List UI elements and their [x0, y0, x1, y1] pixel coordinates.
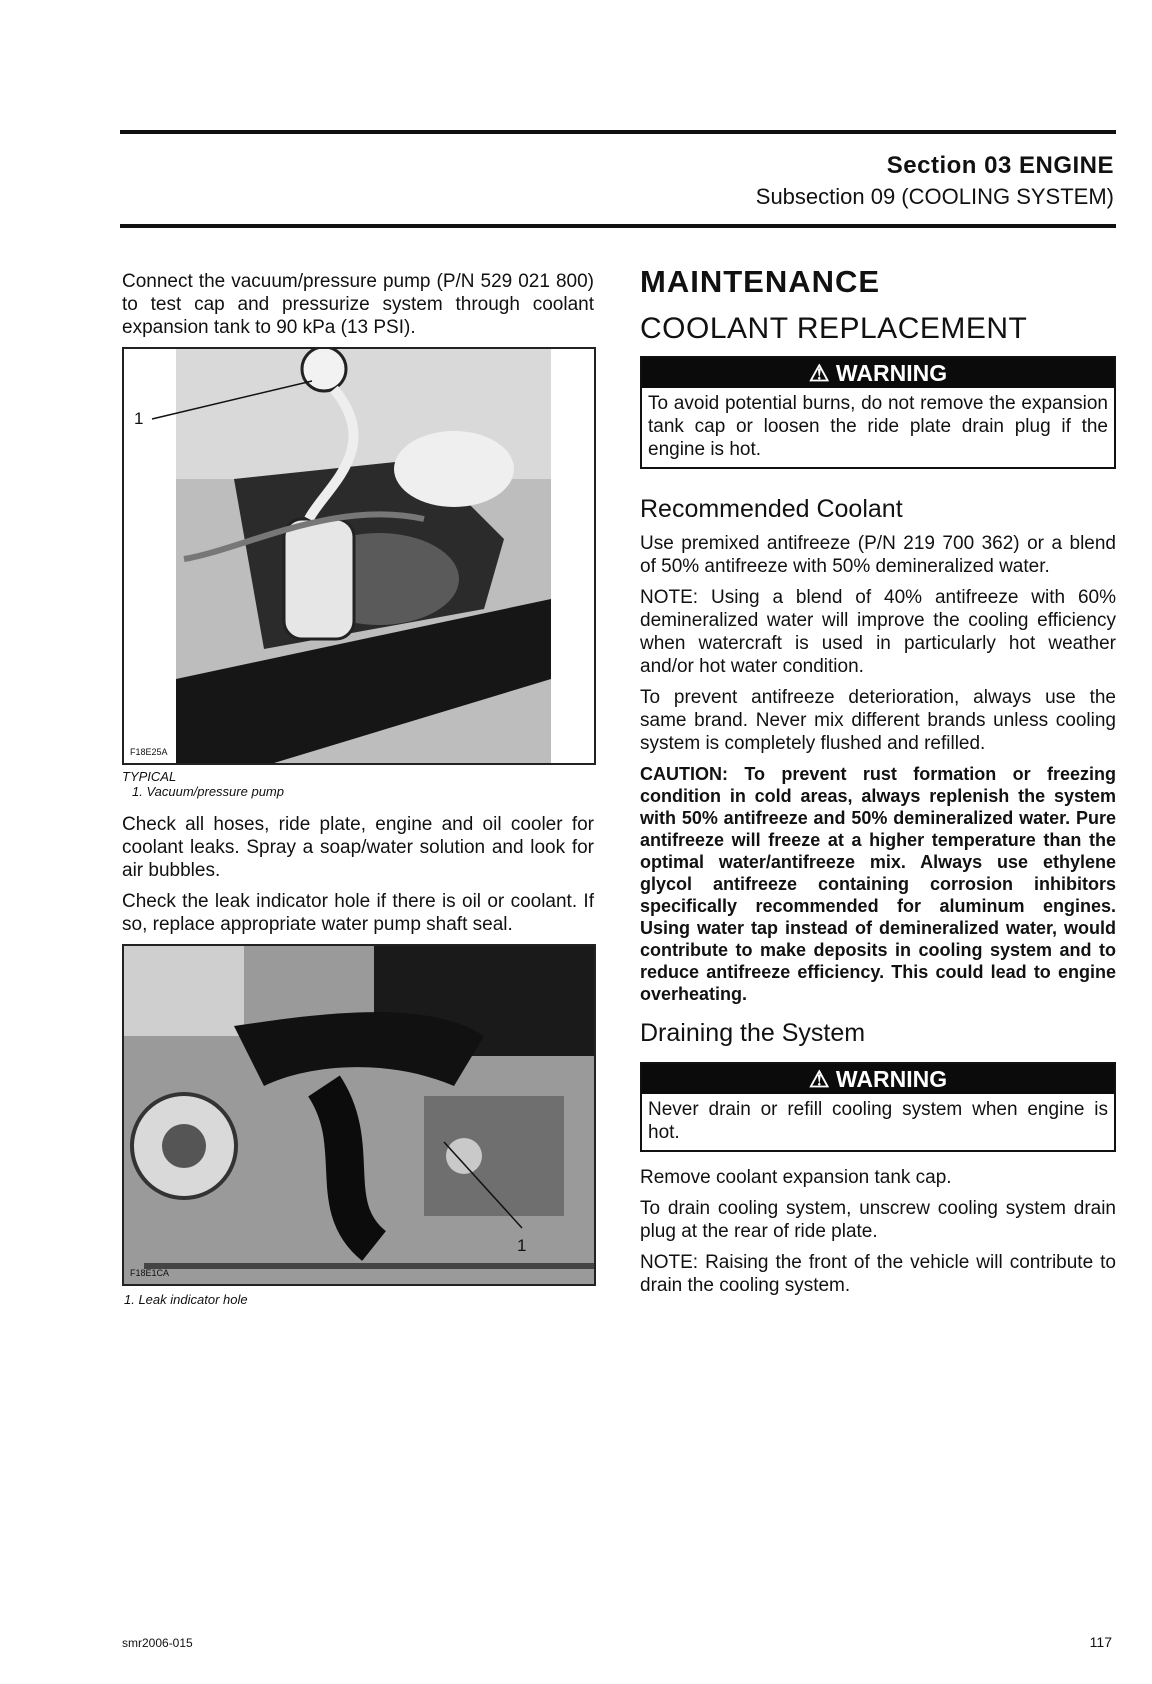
left-column	[122, 270, 594, 1307]
caution-text: To prevent rust formation or freezing condition in cold areas, always replenish the system with 50% antifreeze and 50% demineralized water. Pure antifreeze will freeze at a higher temperature than the optimal water/antifreeze mix. Always use ethylene glycol antifreeze containing corrosion inhibitors specifically recommended for aluminum engines. Using water tap instead of demineralized water, would contribute to make deposits in cooling system and to reduce antifreeze efficiency. This could lead to engine overheating.	[640, 764, 1116, 1004]
warning-header	[642, 358, 1114, 388]
note-paragraph	[640, 1251, 1116, 1297]
coolant-replacement-heading: COOLANT REPLACEMENT	[640, 312, 1028, 345]
figure-caption-item: 1. Leak indicator hole	[124, 1292, 248, 1307]
drain-step-paragraph: Remove coolant expansion tank cap.	[640, 1167, 952, 1188]
maintenance-heading: MAINTENANCE	[640, 264, 881, 299]
subsection-title: Subsection 09 (COOLING SYSTEM)	[755, 184, 1114, 209]
section-title: Section 03 ENGINE	[886, 152, 1114, 179]
figure-vacuum-pump	[122, 347, 596, 765]
recommended-paragraph: Use premixed antifreeze (P/N 219 700 362) or a blend of 50% antifreeze with 50% demineralized water.	[640, 533, 1116, 577]
caution-paragraph	[640, 763, 1116, 1005]
recommended-coolant-heading: Recommended Coolant	[640, 495, 903, 523]
figure-code: F18E1CA	[130, 1268, 170, 1278]
warning-header	[642, 1064, 1114, 1094]
intro-paragraph: Connect the vacuum/pressure pump (P/N 529 021 800) to test cap and pressurize system through coolant expansion tank to 90 kPa (13 PSI).	[122, 271, 594, 338]
vacuum-pump-photo	[124, 349, 594, 763]
warning-text: To avoid potential burns, do not remove the expansion tank cap or loosen the ride plate drain plug if the engine is hot.	[648, 393, 1108, 460]
antifreeze-paragraph: To prevent antifreeze deterioration, always use the same brand. Never mix different brands unless cooling system is completely flushed and refilled.	[640, 687, 1116, 754]
header-rule-bottom	[120, 224, 1116, 228]
drain-step-paragraph: To drain cooling system, unscrew cooling system drain plug at the rear of ride plate.	[640, 1198, 1116, 1242]
document-code: smr2006-015	[122, 1636, 193, 1650]
note-text: Using a blend of 40% antifreeze with 60% demineralized water will improve the cooling efficiency when watercraft is used in particularly hot weather and/or hot water condition.	[640, 587, 1117, 677]
figure-leak-indicator	[122, 944, 596, 1286]
warning-box	[640, 1062, 1116, 1152]
engine-photo	[124, 946, 594, 1284]
note-label: NOTE:	[640, 587, 699, 608]
note-text: Raising the front of the vehicle will contribute to drain the cooling system.	[640, 1252, 1116, 1296]
note-paragraph	[640, 586, 1116, 678]
right-column	[640, 264, 1116, 1305]
warning-text: Never drain or refill cooling system when engine is hot.	[648, 1099, 1108, 1143]
leak-indicator-paragraph: Check the leak indicator hole if there is oil or coolant. If so, replace appropriate water pump shaft seal.	[122, 891, 594, 935]
warning-triangle-icon: ⚠	[808, 360, 830, 386]
figure-caption-item: 1. Vacuum/pressure pump	[132, 784, 284, 799]
figure-callout-number: 1	[134, 409, 144, 428]
figure-code: F18E25A	[130, 747, 168, 757]
figure-callout-number: 1	[517, 1236, 527, 1255]
warning-title: WARNING	[835, 360, 948, 386]
header-rule-top	[120, 130, 1116, 134]
check-hoses-paragraph: Check all hoses, ride plate, engine and oil cooler for coolant leaks. Spray a soap/water solution and look for air bubbles.	[122, 814, 594, 881]
caution-label: CAUTION:	[640, 764, 728, 784]
note-label: NOTE:	[640, 1252, 699, 1273]
draining-heading: Draining the System	[640, 1019, 866, 1047]
warning-title: WARNING	[835, 1066, 948, 1092]
warning-box	[640, 356, 1116, 469]
page-number: 117	[1089, 1634, 1112, 1650]
figure-caption-title: TYPICAL	[122, 769, 177, 784]
warning-triangle-icon: ⚠	[808, 1066, 830, 1092]
